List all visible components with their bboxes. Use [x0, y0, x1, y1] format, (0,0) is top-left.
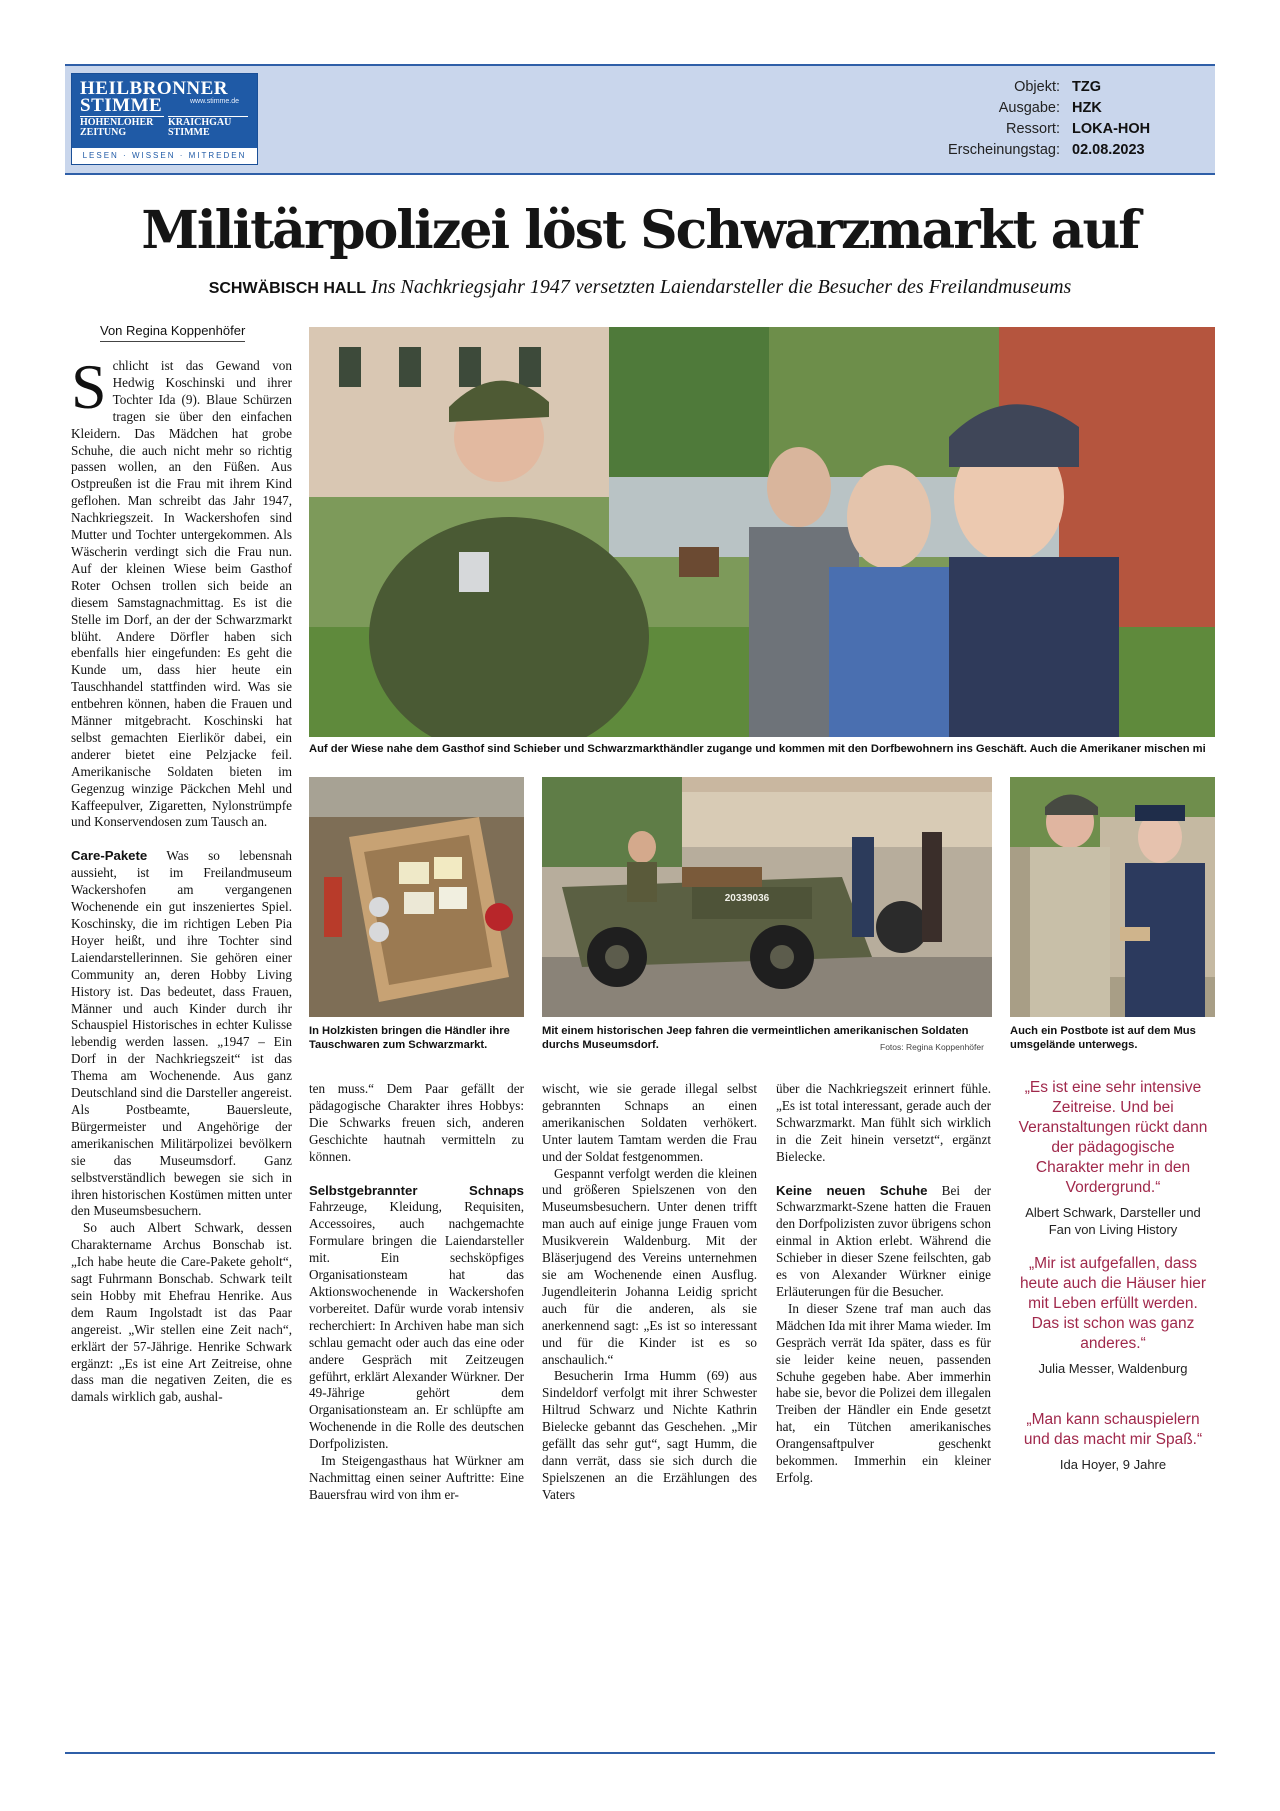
article-col1-p3: So auch Albert Schwark, dessen Charaktername Archus Bonschab ist. „Ich habe heute die Care-Pakete geholt“, sagt Fuhrmann Bonschab. Schwark teilt sein Hobby mit Ehefrau Henrike. Aus dem Raum Ingolstadt ist das Paar angereist. „Wir stellen eine Zeit nach“, erklärt der 57-Jährige. Henrike Schwark ergänzt: „Es ist eine Art Zeitreise, ohne dass man die negativen Zeiten, die es damals wirklich gab, aushal- — [71, 1220, 292, 1405]
article-col1-p2: Was so lebensnah aussieht, ist im Freilandmuseum Wackershofen am vergangenen Wochenende ein gut inszeniertes Spiel. Koschinsky, die im richtigen Leben Pia Hoyer heißt, und ihre Tochter sind Laiendarstellerinnen. Sie gehören einer Community an, deren Hobby Living History ist. Das bedeutet, dass Frauen, Männer und auch Kinder durch ihr Schauspiel Historisches in echter Kulisse lebendig werden lassen. „1947 – Ein Dorf in der Nachkriegszeit“ ist das Thema am Wochenende. Aus ganz Deutschland sind die Darsteller angereist. Als Postbeamte, Bauersleute, Bürgermeister und Angehörige der amerikanischen Militärpolizei bevölkern sie das Museumsdorf. Ganz selbstverständlich bewegen sie sich in ihren historischen Kostümen mitten unter den Museumsbesuchern. — [71, 848, 292, 1219]
article-column-1 — [71, 351, 292, 1406]
crate-caption-line2: Tauschwaren zum Schwarzmarkt. — [309, 1039, 488, 1051]
main-photo-caption: Auf der Wiese nahe dem Gasthof sind Schieber und Schwarzmarkthändler zugange und kommen mit den Dorfbewohnern ins Geschäft. Auch die Amerikaner mischen mi — [309, 743, 1206, 755]
article-col2-p1: ten muss.“ Dem Paar gefällt der pädagogische Charakter ihres Hobbys: Die Schwarks freuen sich, anderen Geschichte hautnah vermitteln zu können. — [309, 1081, 524, 1164]
article-subhead-schnaps: Selbstgebrannter Schnaps — [309, 1182, 524, 1198]
meta-erscheinungstag-value: 02.08.2023 — [1072, 142, 1145, 158]
pull-quote-2 — [1018, 1254, 1208, 1377]
article-col4-p3: In dieser Szene traf man auch das Mädchen Ida mit ihrer Mama wieder. Im Gespräch verrät Ida später, dass es für sie leider keine neuen, passenden Schuhe gegeben habe. Aber immerhin habe sie, bevor die Polizei dem illegalen Treiben der Händler ein Ende gesetzt hat, ein Tütchen amerikanisches Orangensaftpulver geschenkt bekommen. Immerhin ein kleiner Erfolg. — [776, 1300, 991, 1485]
logo-sub-right: KRAICHGAU STIMME — [168, 116, 248, 138]
logo-sub-left: HOHENLOHER ZEITUNG — [80, 116, 164, 138]
article-col3-p1: wischt, wie sie gerade illegal selbst gebrannten Schnaps an einen amerikanischen Soldaten verhökert. Unter lautem Tamtam werden die Frau und der Soldat festgenommen. — [542, 1081, 757, 1164]
jeep-photo[interactable] — [542, 777, 992, 1017]
jeep-caption-line1: Mit einem historischen Jeep fahren die vermeintlichen amerikanischen Soldaten — [542, 1025, 969, 1037]
article-column-3 — [542, 1081, 757, 1504]
meta-ausgabe-label: Ausgabe: — [998, 100, 1060, 116]
article-col4-p1: über die Nachkriegszeit erinnert fühle. „Es ist total interessant, gerade auch der Schwarzmarkt. Man fühlt sich wirklich in die Zeit hinein versetzt“, ergänzt Bielecke. — [776, 1081, 991, 1164]
pull-quote-1-text: „Es ist eine sehr intensive Zeitreise. Und bei Veranstaltungen rückt dann der pädagogische Charakter mehr in den Vordergrund.“ — [1018, 1079, 1208, 1196]
meta-ressort-label: Ressort: — [1006, 121, 1060, 137]
article-col1-p1: chlicht ist das Gewand von Hedwig Koschinski und ihrer Tochter Ida (9). Blaue Schürzen tragen sie über den einfachen Kleidern. Das Mädchen hat grobe Schuhe, die auch nicht mehr so richtig passen wollen, an den Füßen. Aus Ostpreußen ist die Frau mit ihrem Kind geflohen. Man schreibt das Jahr 1947, Nachkriegszeit. In Wackershofen sind Mutter und Tochter untergekommen. Als Wäscherin verdingt sich die Frau nun. Auf der kleinen Wiese beim Gasthof Roter Ochsen trollen sich beide an diesem Samstagnachmittag. Es ist die Stelle im Dorf, an der der Schwarzmarkt blüht. Andere Dörfler haben sich ebenfalls hier eingefunden: Es geht die Kunde um, dass hier heute ein Tauschhandel stattfinden wird. Was sie entbehren können, haben die Frauen und Männer mitgebracht. Koschinski hat selbst gemachten Eierlikör dabei, ein anderer bietet eine Pelzjacke feil. Amerikanische Soldaten bieten im Gegenzug winzige Päckchen Mehl und Kaffeepulver, Zigaretten, Nylonstrümpfe und Konservendosen zum Tausch an. — [71, 358, 292, 830]
logo-title-line1: HEILBRONNER — [80, 78, 229, 99]
article-col2-p3: Im Steigengasthaus hat Würkner am Nachmittag einen seiner Auftritte: Eine Bauersfrau wird von ihm er- — [309, 1453, 524, 1502]
article-deck: Ins Nachkriegsjahr 1947 versetzten Laiendarsteller die Besucher des Freilandmuseums — [371, 276, 1072, 298]
jeep-plate: 20339036 — [724, 893, 770, 904]
article-subline — [65, 276, 1215, 299]
logo-url: www.stimme.de — [190, 98, 240, 105]
article-subhead-care: Care-Pakete — [71, 848, 148, 864]
main-photo[interactable] — [309, 327, 1215, 737]
article-col3-p2: Gespannt verfolgt werden die kleinen und größeren Spielszenen von den Museumsbesuchern. Unter denen trifft man auch auf einige junge Frauen vom Musikverein Waldenburg. Mit der Bläserjugend des Vereins unternehmen sie am Wochenende einen Ausflug. Jugendleiterin Johanna Leidig spricht auch für die anderen, als sie anerkennend sagt: „Es ist so interessant und für die Kinder ist es so anschaulich.“ — [542, 1165, 757, 1367]
meta-ausgabe-value: HZK — [1072, 100, 1102, 116]
article-col3-p3: Besucherin Irma Humm (69) aus Sindeldorf verfolgt mit ihrer Schwester Hiltrud Schwarz und Nichte Kathrin Bielecke gebannt das Geschehen. „Mir gefällt das sehr gut“, sagt Humm, die dann verrät, dass sie sich durch die Spielszenen an die Erzählungen des Vaters — [542, 1368, 757, 1502]
pull-quote-2-attribution: Julia Messer, Waldenburg — [1038, 1361, 1188, 1376]
photo-credit: Fotos: Regina Koppenhöfer — [880, 1042, 984, 1052]
article-subhead-schuhe: Keine neuen Schuhe — [776, 1182, 928, 1198]
pull-quote-2-text: „Mir ist aufgefallen, dass heute auch die Häuser hier mit Leben erfüllt werden. Das ist schon was ganz anderes.“ — [1019, 1255, 1207, 1352]
jeep-caption-line2: durchs Museumsdorf. — [542, 1039, 659, 1051]
article-byline: Von Regina Koppenhöfer — [100, 323, 245, 342]
newspaper-logo[interactable] — [71, 73, 258, 165]
footer-rule — [65, 1752, 1215, 1754]
pull-quote-1 — [1018, 1078, 1208, 1238]
article-dropcap: S — [71, 351, 107, 422]
article-column-4 — [776, 1081, 991, 1487]
crate-photo[interactable] — [309, 777, 524, 1017]
article-headline: Militärpolizei löst Schwarzmarkt auf — [141, 200, 1139, 261]
postman-caption-line2: umsgelände unterwegs. — [1010, 1039, 1138, 1051]
postman-photo[interactable] — [1010, 777, 1215, 1017]
article-col2-p2: Fahrzeuge, Kleidung, Requisiten, Accessoires, auch nachgemachte Formulare bringen die Laiendarsteller mit. Ein sechsköpfiges Organisationsteam hat das Aktionswochenende in Wackershofen vorbereitet. Dafür wurde vorab intensiv recherchiert: In Archiven habe man sich schlau gemacht oder auch das eine oder andere Gespräch mit Zeitzeugen geführt, erklärt Alexander Würkner. Der 49-Jährige gehört dem Organisationsteam an. Er schlüpfte am Wochenende in die Rolle des deutschen Dorfpolizisten. — [309, 1199, 524, 1452]
meta-objekt-label: Objekt: — [1014, 79, 1060, 95]
pull-quote-1-attribution: Albert Schwark, Darsteller und Fan von Living History — [1025, 1205, 1201, 1237]
crate-caption-line1: In Holzkisten bringen die Händler ihre — [309, 1025, 510, 1037]
article-kicker: SCHWÄBISCH HALL — [208, 280, 367, 297]
article-col4-p2: Bei der Schwarzmarkt-Szene hatten die Frauen den Dorfpolizisten zuvor übrigens schon einmal in Aktion erlebt. Während die Schieber in dieser Szene feilschten, gab es von Alexander Würkner einige Erläuterungen für die Besucher. — [776, 1182, 992, 1299]
logo-title-line2: STIMME — [80, 95, 163, 116]
meta-erscheinungstag-label: Erscheinungstag: — [947, 142, 1060, 158]
logo-tagline: LESEN · WISSEN · MITREDEN — [72, 148, 257, 164]
pull-quote-3 — [1018, 1410, 1208, 1473]
meta-objekt-value: TZG — [1072, 79, 1101, 95]
pull-quote-3-attribution: Ida Hoyer, 9 Jahre — [1059, 1457, 1167, 1472]
pull-quote-3-text: „Man kann schauspielern und das macht mir Spaß.“ — [1023, 1411, 1203, 1448]
article-column-2 — [309, 1081, 524, 1504]
postman-caption-line1: Auch ein Postbote ist auf dem Mus — [1010, 1025, 1196, 1037]
meta-ressort-value: LOKA-HOH — [1072, 121, 1151, 137]
logo-title — [80, 80, 228, 114]
